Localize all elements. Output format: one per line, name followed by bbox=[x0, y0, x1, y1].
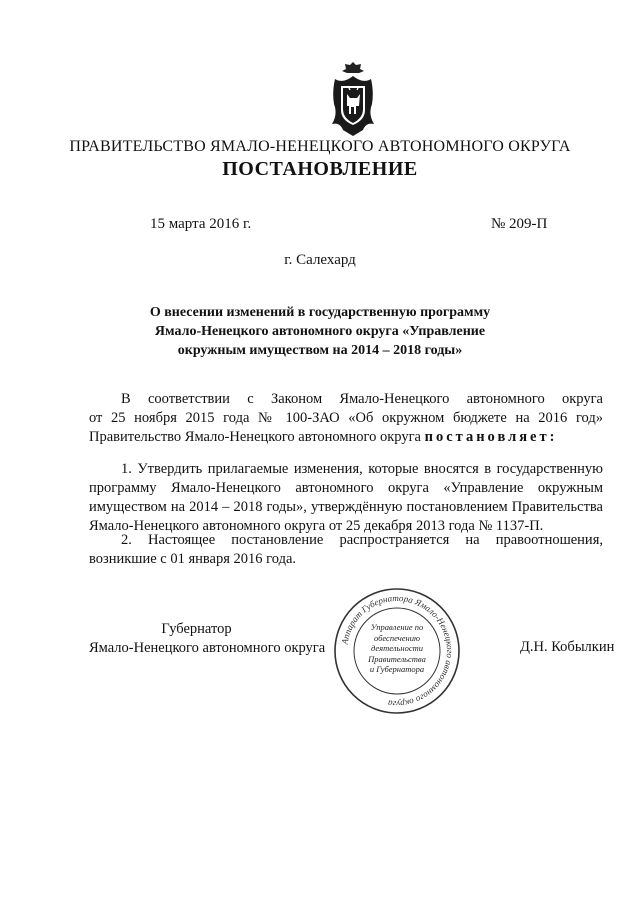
document-city: г. Салехард bbox=[284, 252, 356, 268]
signatory-title-line: Ямало-Ненецкого автономного округа bbox=[89, 640, 326, 656]
document-subject bbox=[0, 303, 640, 360]
resolution-verb: постановляет: bbox=[424, 429, 558, 445]
paragraph-line: возникшие с 01 января 2016 года. bbox=[89, 551, 297, 567]
signatory-name: Д.Н. Кобылкин bbox=[520, 639, 615, 655]
paragraph-line bbox=[89, 428, 603, 447]
subject-line: О внесении изменений в государственную программу bbox=[149, 305, 491, 320]
government-name: ПРАВИТЕЛЬСТВО ЯМАЛО-НЕНЕЦКОГО АВТОНОМНОГО ОКРУГА bbox=[69, 138, 571, 155]
item-2-paragraph bbox=[89, 531, 603, 569]
paragraph-text: Правительство Ямало-Ненецкого автономного округа bbox=[89, 429, 421, 445]
paragraph-line: Ямало-Ненецкого автономного округа от 25 декабря 2013 года № 1137-П. bbox=[89, 518, 544, 534]
stamp-line: Управление по bbox=[370, 622, 424, 632]
paragraph-line: имуществом на 2014 – 2018 годы», утверждённую постановлением Правительства bbox=[89, 499, 603, 515]
item-1-paragraph bbox=[89, 460, 603, 536]
paragraph-line: В соответствии с Законом Ямало-Ненецкого автономного округа bbox=[121, 391, 603, 407]
signatory-title-line: Губернатор bbox=[161, 621, 232, 637]
paragraph-line: 1. Утвердить прилагаемые изменения, которые вносятся в государственную bbox=[121, 461, 603, 477]
subject-line: Ямало-Ненецкого автономного округа «Управление bbox=[154, 324, 486, 339]
paragraph-line: 2. Настоящее постановление распространяется на правоотношения, bbox=[121, 532, 603, 548]
document-number: № 209-П bbox=[491, 216, 548, 232]
document-date: 15 марта 2016 г. bbox=[150, 216, 252, 232]
stamp-line: Правительства bbox=[368, 653, 426, 664]
stamp-line: деятельности bbox=[370, 643, 424, 653]
stamp-line: и Губернатора bbox=[369, 664, 425, 674]
stamp-inner-text bbox=[352, 622, 442, 675]
paragraph-line: программу Ямало-Ненецкого автономного округа «Управление окружным bbox=[89, 480, 603, 496]
signatory-title bbox=[89, 620, 326, 658]
svg-text:Аппарат Губернатора Ямало-Нене: Аппарат Губернатора Ямало-Ненецкого автономного округа bbox=[339, 592, 456, 710]
paragraph-line: от 25 ноября 2015 года № 100-ЗАО «Об окружном бюджете на 2016 год» bbox=[89, 410, 603, 426]
coat-of-arms-icon bbox=[328, 62, 378, 142]
stamp-line: обеспечению bbox=[373, 632, 421, 643]
document-type: ПОСТАНОВЛЕНИЕ bbox=[222, 158, 418, 180]
subject-line: окружным имуществом на 2014 – 2018 годы» bbox=[177, 343, 463, 358]
preamble-paragraph bbox=[89, 390, 603, 447]
